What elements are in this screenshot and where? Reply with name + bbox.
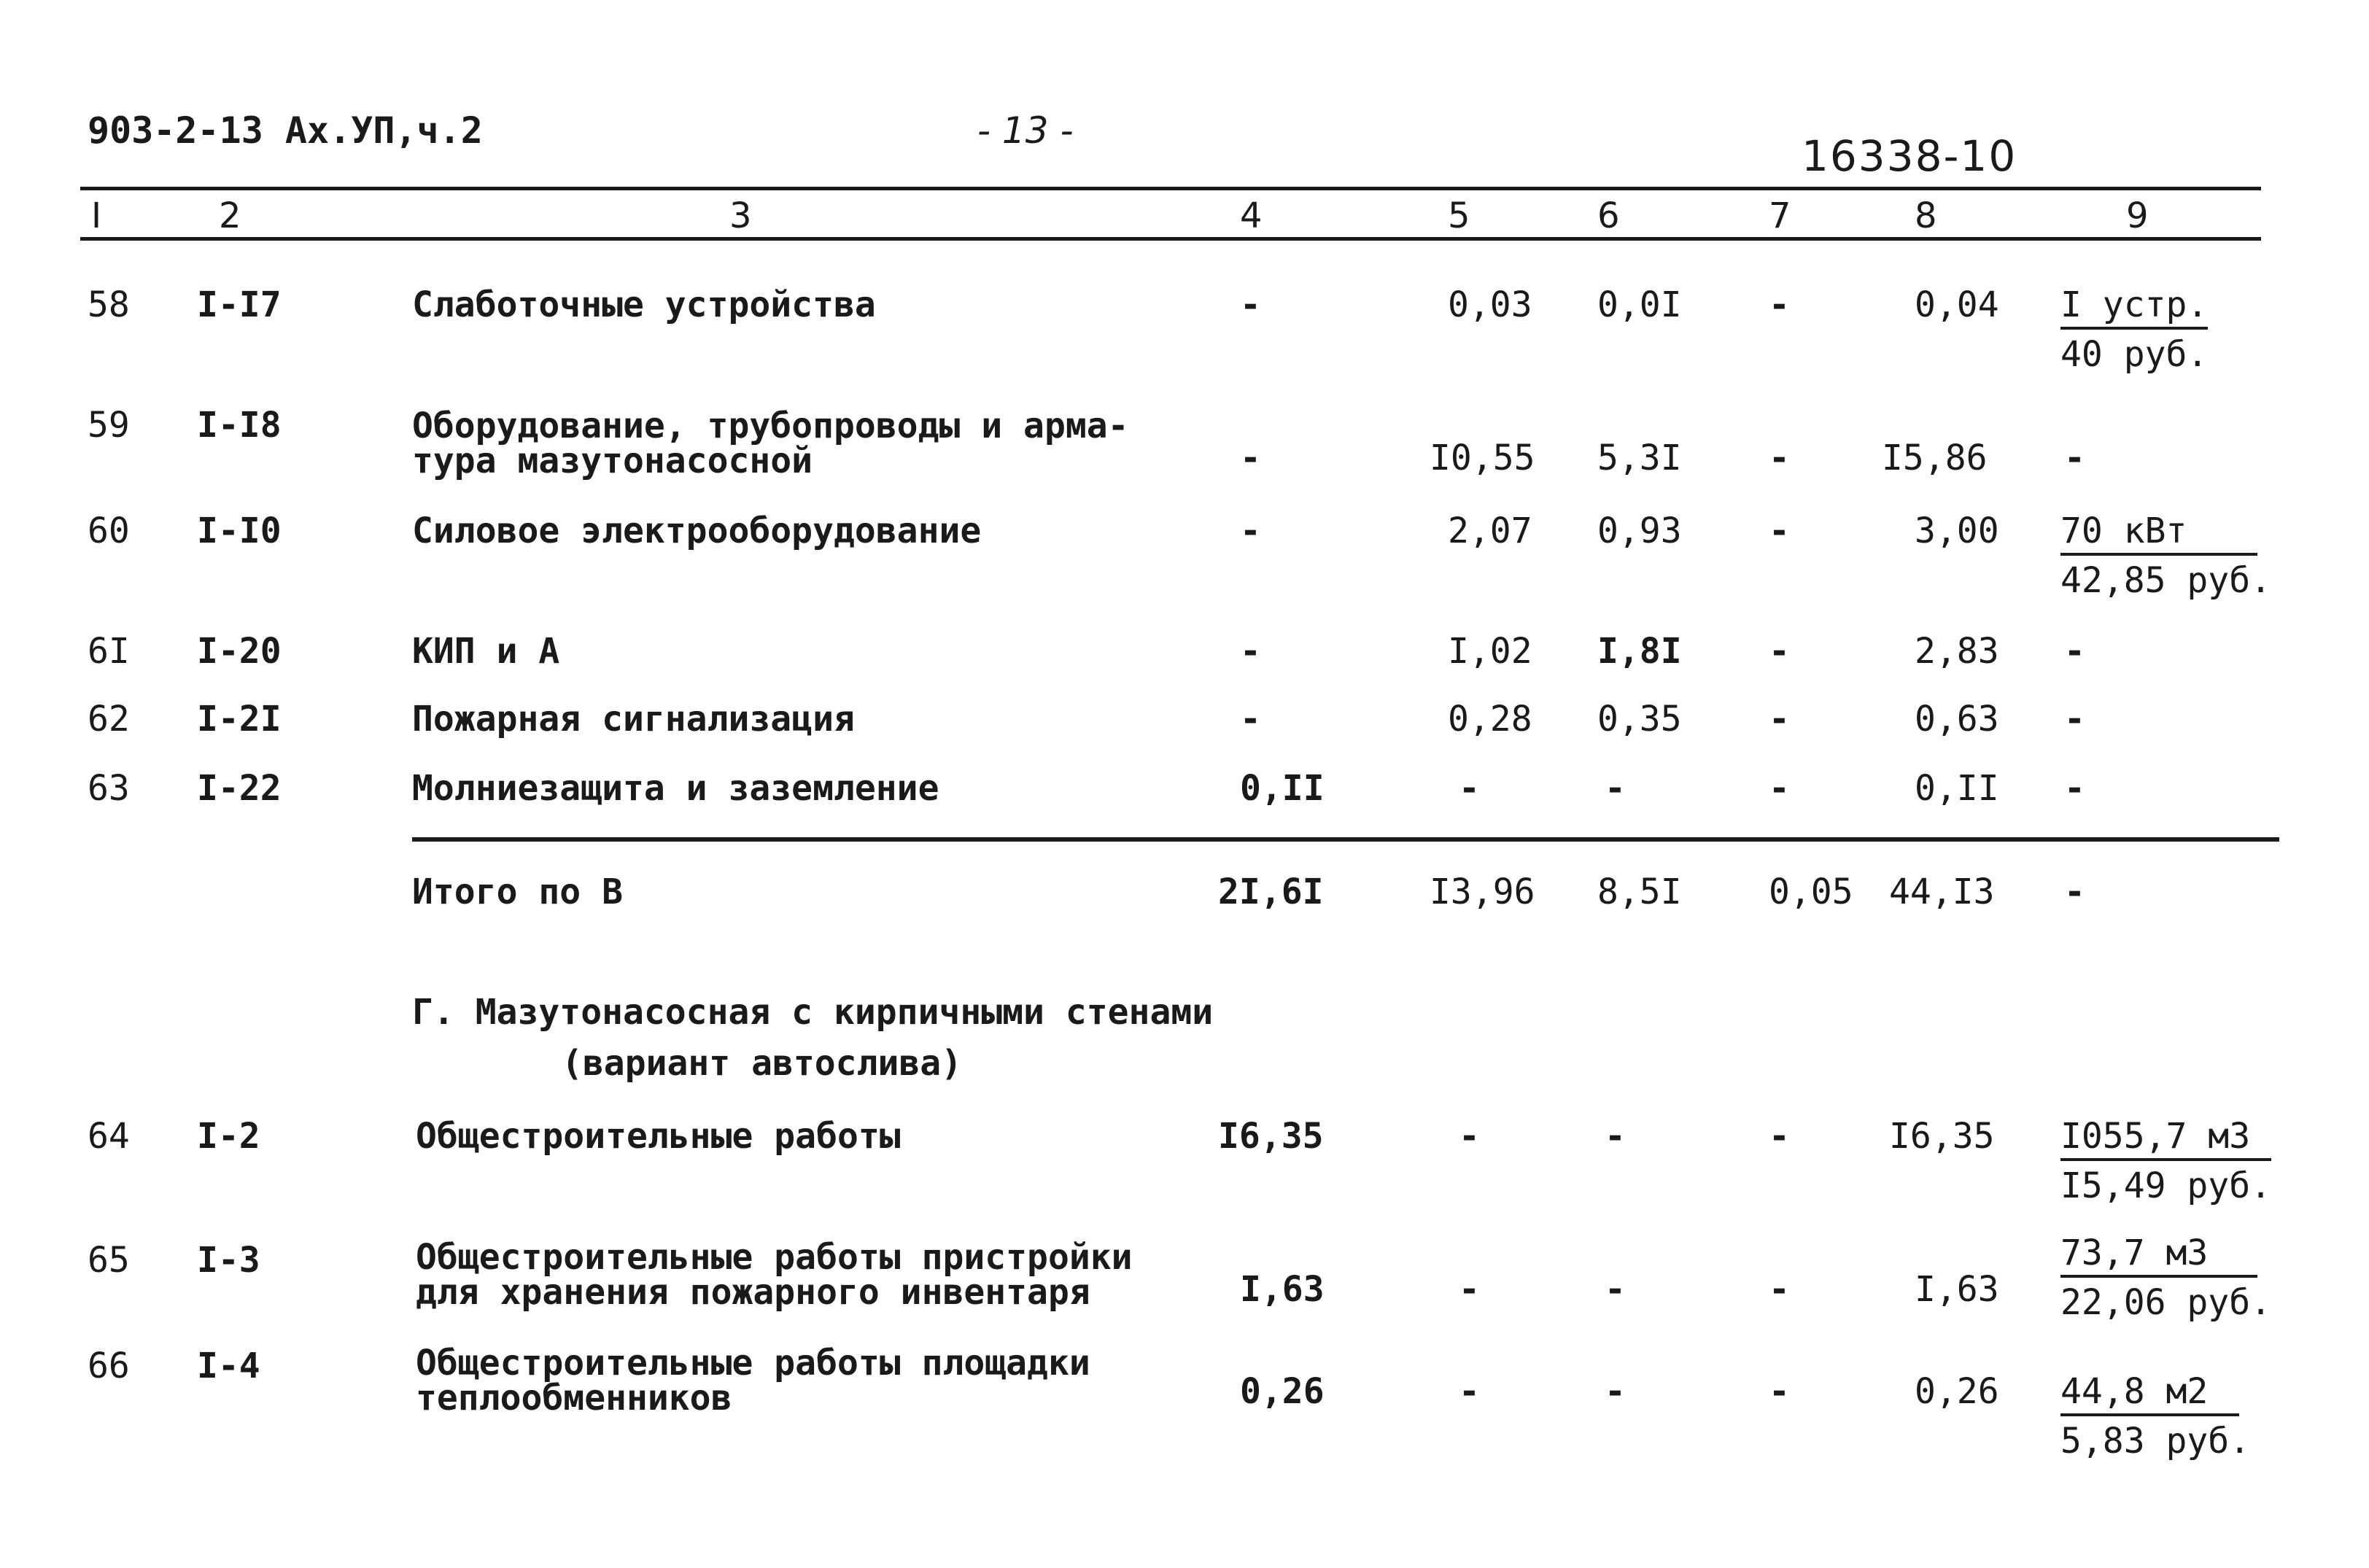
cell-col7: - bbox=[1769, 284, 1790, 325]
unit-measure: 44,8 м2 bbox=[2060, 1371, 2239, 1416]
column-header-8: 8 bbox=[1915, 195, 1937, 236]
cell-col8: 3,00 bbox=[1915, 511, 1999, 551]
cell-col5: - bbox=[1459, 768, 1480, 809]
row-code: I-2I bbox=[197, 699, 282, 740]
cell-col5: - bbox=[1459, 1269, 1480, 1310]
unit-cost: 40 руб. bbox=[2060, 334, 2209, 375]
cell-col4: 0,II bbox=[1240, 768, 1325, 809]
cell-col7: - bbox=[1769, 768, 1790, 809]
row-number: 64 bbox=[88, 1116, 130, 1157]
cell-col8: 0,26 bbox=[1915, 1371, 1999, 1412]
column-header-9: 9 bbox=[2126, 195, 2149, 236]
cell-col6: - bbox=[1605, 1269, 1626, 1310]
row-code: I-4 bbox=[197, 1346, 260, 1386]
cell-col7: - bbox=[1769, 631, 1790, 672]
unit-cost: I5,49 руб. bbox=[2060, 1165, 2271, 1206]
total-col5: I3,96 bbox=[1430, 872, 1535, 912]
row-number: 6I bbox=[88, 631, 130, 672]
cell-col6: - bbox=[1605, 1371, 1626, 1412]
cell-col5: 0,03 bbox=[1448, 284, 1532, 325]
cell-unit: - bbox=[2064, 699, 2085, 740]
row-name: Слаботочные устройства bbox=[412, 284, 876, 325]
cell-col4: - bbox=[1240, 284, 1261, 325]
cell-unit bbox=[2060, 1371, 2250, 1462]
unit-cost: 5,83 руб. bbox=[2060, 1421, 2251, 1462]
cell-col8: 0,04 bbox=[1915, 284, 1999, 325]
row-name: Общестроительные работы пристройки для хранения пожарного инвентаря bbox=[416, 1237, 1133, 1313]
cell-col4: 0,26 bbox=[1240, 1371, 1325, 1412]
cell-col5: 0,28 bbox=[1448, 699, 1532, 740]
cell-unit bbox=[2060, 511, 2271, 601]
row-code: I-I8 bbox=[197, 405, 282, 446]
cell-col8: I6,35 bbox=[1889, 1116, 1995, 1157]
cell-col8: I,63 bbox=[1915, 1269, 1999, 1310]
cell-col5: - bbox=[1459, 1371, 1480, 1412]
cell-col7: - bbox=[1769, 438, 1790, 478]
cell-col7: - bbox=[1769, 1269, 1790, 1310]
cell-unit: - bbox=[2064, 768, 2085, 809]
column-header-2: 2 bbox=[219, 195, 241, 236]
column-header-5: 5 bbox=[1448, 195, 1470, 236]
column-header-3: 3 bbox=[729, 195, 752, 236]
cell-col4: - bbox=[1240, 511, 1261, 551]
cell-unit bbox=[2060, 1233, 2271, 1323]
cell-col5: I0,55 bbox=[1430, 438, 1535, 478]
row-code: I-2 bbox=[197, 1116, 260, 1157]
unit-measure: 73,7 м3 bbox=[2060, 1233, 2257, 1278]
archive-stamp: 16338-10 bbox=[1802, 131, 2017, 181]
row-name: КИП и А bbox=[412, 631, 560, 672]
unit-cost: 42,85 руб. bbox=[2060, 560, 2271, 601]
document-code: 903-2-13 Ах.УП,ч.2 bbox=[88, 109, 483, 152]
row-number: 59 bbox=[88, 405, 130, 446]
cell-col7: - bbox=[1769, 511, 1790, 551]
cell-col5: 2,07 bbox=[1448, 511, 1532, 551]
cell-col8: I5,86 bbox=[1882, 438, 1988, 478]
cell-col6: - bbox=[1605, 1116, 1626, 1157]
row-name: Молниезащита и заземление bbox=[412, 768, 939, 809]
column-header-1: I bbox=[91, 195, 102, 236]
cell-col4: - bbox=[1240, 699, 1261, 740]
section-subheading: (вариант автослива) bbox=[562, 1043, 963, 1084]
cell-unit bbox=[2060, 284, 2208, 375]
total-col4: 2I,6I bbox=[1218, 872, 1324, 912]
cell-col6: 0,0I bbox=[1597, 284, 1682, 325]
cell-col6: - bbox=[1605, 768, 1626, 809]
cell-col4: I,63 bbox=[1240, 1269, 1325, 1310]
unit-cost: 22,06 руб. bbox=[2060, 1282, 2271, 1323]
cell-col6: 0,35 bbox=[1597, 699, 1682, 740]
column-header-7: 7 bbox=[1769, 195, 1791, 236]
header-top-rule bbox=[80, 187, 2261, 190]
cell-col7: - bbox=[1769, 699, 1790, 740]
row-code: I-I0 bbox=[197, 511, 282, 551]
row-code: I-I7 bbox=[197, 284, 282, 325]
unit-measure: I устр. bbox=[2060, 284, 2208, 330]
row-code: I-3 bbox=[197, 1240, 260, 1281]
row-name: Силовое электрооборудование bbox=[412, 511, 982, 551]
row-name: Оборудование, трубопроводы и арма- тура мазутонасосной bbox=[412, 405, 1129, 481]
unit-measure: 70 кВт bbox=[2060, 511, 2257, 556]
total-col9: - bbox=[2064, 872, 2085, 912]
total-col6: 8,5I bbox=[1597, 872, 1682, 912]
total-col7: 0,05 bbox=[1769, 872, 1853, 912]
cell-col5: I,02 bbox=[1448, 631, 1532, 672]
row-number: 65 bbox=[88, 1240, 130, 1281]
row-number: 63 bbox=[88, 768, 130, 809]
row-number: 62 bbox=[88, 699, 130, 740]
cell-col5: - bbox=[1459, 1116, 1480, 1157]
cell-col4: I6,35 bbox=[1218, 1116, 1324, 1157]
column-header-4: 4 bbox=[1240, 195, 1263, 236]
total-rule bbox=[412, 837, 2279, 842]
cell-col4: - bbox=[1240, 438, 1261, 478]
total-label: Итого по В bbox=[412, 872, 623, 912]
cell-col8: 0,II bbox=[1915, 768, 1999, 809]
section-heading: Г. Мазутонасосная с кирпичными стенами bbox=[412, 992, 1214, 1033]
cell-col8: 0,63 bbox=[1915, 699, 1999, 740]
cell-unit: - bbox=[2064, 438, 2085, 478]
cell-col6: I,8I bbox=[1597, 631, 1682, 672]
cell-col6: 5,3I bbox=[1597, 438, 1682, 478]
row-name: Общестроительные работы площадки теплообменников bbox=[416, 1343, 1090, 1418]
row-number: 66 bbox=[88, 1346, 130, 1386]
cell-col8: 2,83 bbox=[1915, 631, 1999, 672]
cell-col6: 0,93 bbox=[1597, 511, 1682, 551]
cell-col4: - bbox=[1240, 631, 1261, 672]
cell-unit: - bbox=[2064, 631, 2085, 672]
row-name: Пожарная сигнализация bbox=[412, 699, 855, 740]
row-number: 60 bbox=[88, 511, 130, 551]
column-header-6: 6 bbox=[1597, 195, 1620, 236]
row-name: Общестроительные работы bbox=[416, 1116, 901, 1157]
unit-measure: I055,7 м3 bbox=[2060, 1116, 2271, 1161]
cell-col7: - bbox=[1769, 1116, 1790, 1157]
cell-col7: - bbox=[1769, 1371, 1790, 1412]
cell-unit bbox=[2060, 1116, 2271, 1206]
total-col8: 44,I3 bbox=[1889, 872, 1995, 912]
row-code: I-20 bbox=[197, 631, 282, 672]
header-bottom-rule bbox=[80, 237, 2261, 241]
row-code: I-22 bbox=[197, 768, 282, 809]
page-number: - 13 - bbox=[977, 109, 1074, 152]
row-number: 58 bbox=[88, 284, 130, 325]
